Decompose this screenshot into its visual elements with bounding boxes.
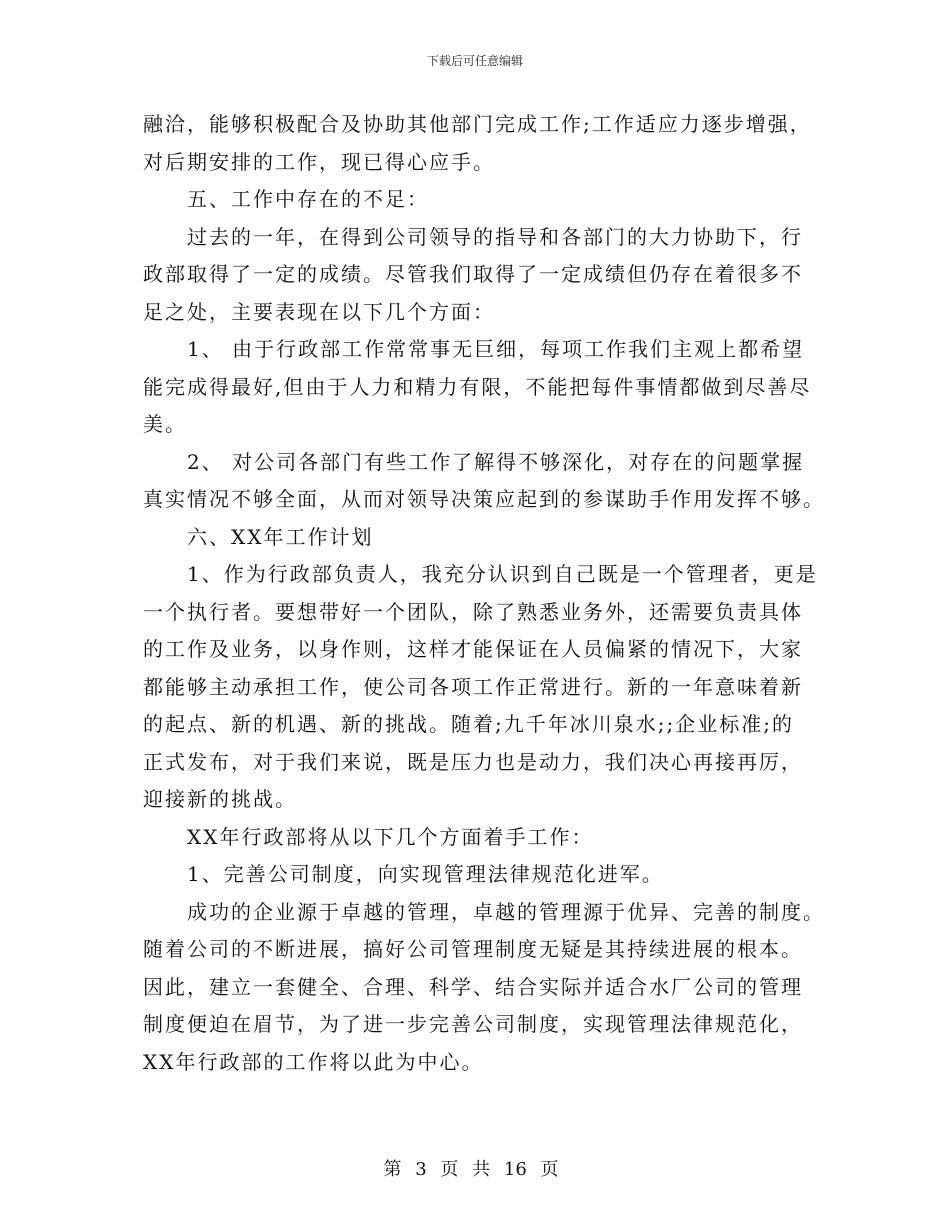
text-line: XX年行政部的工作将以此为中心。 [143,1049,484,1074]
text-line: 对后期安排的工作，现已得心应手。 [143,149,495,174]
text-line: XX年行政部将从以下几个方面着手工作： [187,824,594,849]
text-line: 的工作及业务，以身作则，这样才能保证在人员偏紧的情况下，大家 [143,637,803,661]
text-line: 随着公司的不断进展，搞好公司管理制度无疑是其持续进展的根本。 [143,937,803,961]
text-line: 都能够主动承担工作，使公司各项工作正常进行。新的一年意味着新 [143,674,803,699]
footer-total-pages: 16 [503,1159,527,1180]
document-body [143,106,823,1081]
section-heading: 五、工作中存在的不足： [187,187,429,211]
text-line: 政部取得了一定的成绩。尽管我们取得了一定成绩但仍存在着很多不 [143,262,803,286]
list-item: 1、完善公司制度，向实现管理法律规范化进军。 [187,862,664,886]
text-line: 一个执行者。要想带好一个团队，除了熟悉业务外，还需要负责具体 [143,599,803,624]
text-line: 真实情况不够全面，从而对领导决策应起到的参谋助手作用发挥不够。 [143,487,825,511]
list-item: 1、作为行政部负责人，我充分认识到自己既是一个管理者，更是 [187,562,818,586]
list-item: 2、 对公司各部门有些工作了解得不够深化，对存在的问题掌握 [187,449,805,474]
text-line: 美。 [143,412,187,436]
text-line: 因此，建立一套健全、合理、科学、结合实际并适合水厂公司的管理 [143,974,803,999]
page-footer [0,1155,950,1181]
footer-gong: 共 [472,1159,491,1180]
footer-page-number: 3 [415,1159,427,1180]
page-header: 下载后可任意编辑 [426,54,523,68]
text-line: 成功的企业源于卓越的管理，卓越的管理源于优异、完善的制度。 [187,899,825,924]
text-line: 过去的一年，在得到公司领导的指导和各部门的大力协助下，行 [187,224,803,249]
text-line: 正式发布，对于我们来说，既是压力也是动力，我们决心再接再厉， [143,749,803,774]
footer-ye2: 页 [540,1159,559,1180]
footer-di: 第 [383,1159,402,1180]
text-line: 能完成得最好,但由于人力和精力有限，不能把每件事情都做到尽善尽 [143,374,812,399]
footer-ye: 页 [440,1159,459,1180]
text-line: 的起点、新的机遇、新的挑战。随着;九千年冰川泉水;;企业标准;的 [143,712,794,736]
text-line: 制度便迫在眉节，为了进一步完善公司制度，实现管理法律规范化， [143,1012,803,1036]
text-line: 融洽，能够积极配合及协助其他部门完成工作;工作适应力逐步增强， [143,112,812,136]
list-item: 1、 由于行政部工作常常事无巨细，每项工作我们主观上都希望 [187,337,805,361]
text-line: 迎接新的挑战。 [143,787,297,811]
section-heading: 六、XX年工作计划 [187,524,374,549]
text-line: 足之处，主要表现在以下几个方面： [143,299,495,324]
